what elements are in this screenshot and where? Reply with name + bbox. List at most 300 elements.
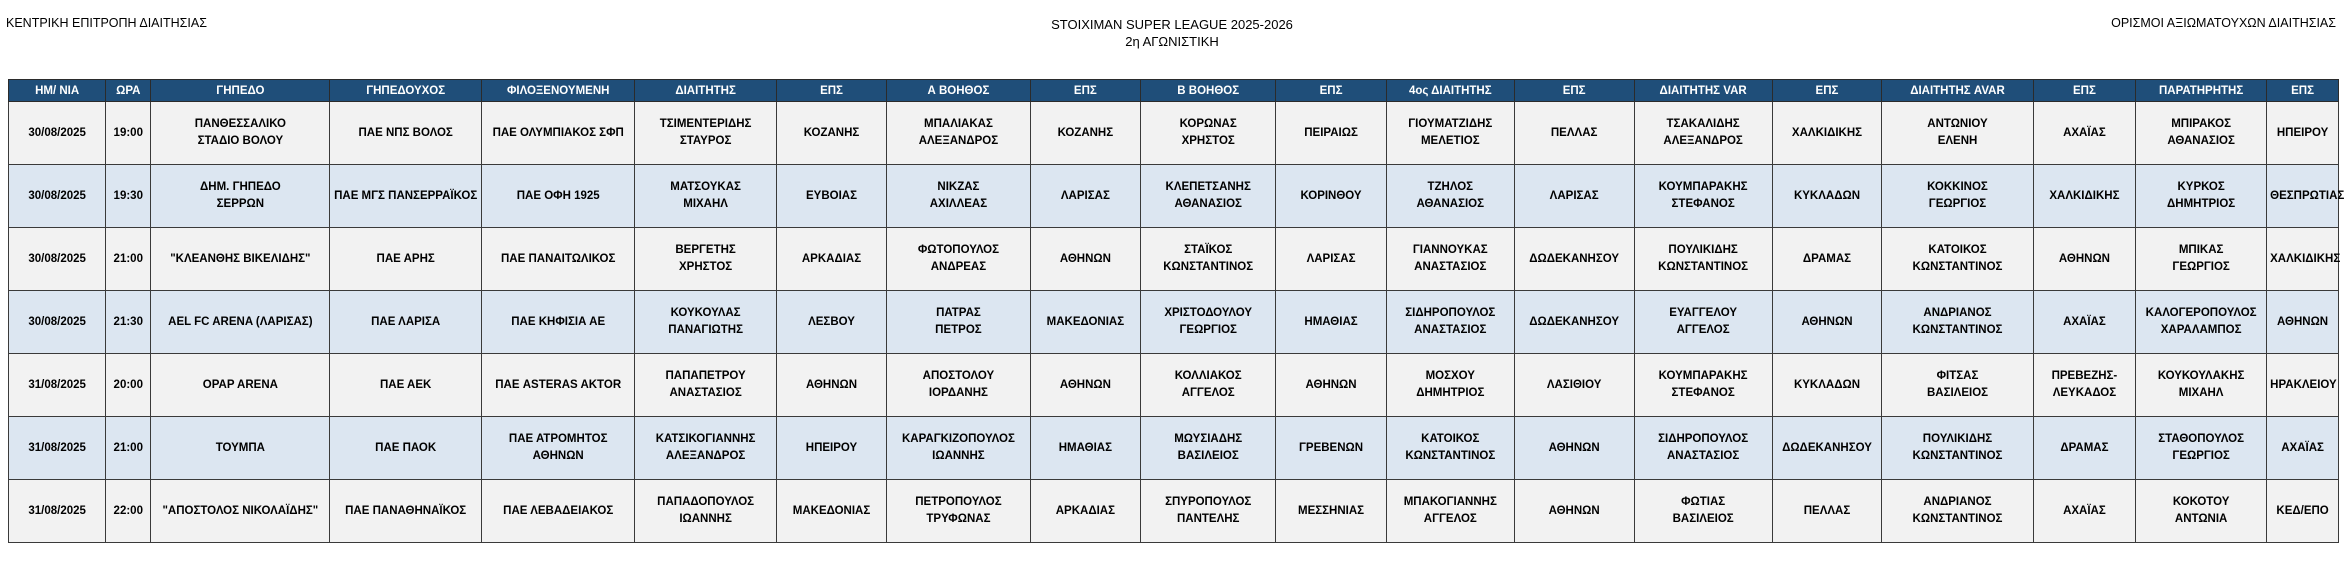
cell-text: ΒΕΡΓΕΤΗΣ — [675, 244, 736, 256]
cell-text: ΧΑΛΚΙΔΙΚΗΣ — [2049, 189, 2120, 202]
cell-text: ΤΣΙΜΕΝΤΕΡΙΔΗΣ — [659, 118, 752, 130]
cell-text: ΦΙΤΣΑΣ — [1936, 370, 1979, 382]
cell-text: ΑΘΗΝΩΝ — [2277, 315, 2329, 328]
cell-text: ΜΟΣΧΟΥ — [1425, 370, 1475, 382]
table-cell — [1514, 417, 1634, 480]
cell-text: ΑΧΑΪΑΣ — [2063, 315, 2106, 328]
table-cell — [887, 480, 1030, 543]
table-cell — [635, 354, 776, 417]
table-cell — [1882, 102, 2034, 165]
cell-text: ΚΑΛΟΓΕΡΟΠΟΥΛΟΣ — [2145, 307, 2257, 319]
cell-text: ΦΩΤΟΠΟΥΛΟΣ — [917, 244, 1000, 256]
cell-text: 21:00 — [113, 441, 143, 454]
column-header: 4ος ΔΙΑΙΤΗΤΗΣ — [1386, 80, 1514, 102]
table-cell — [1386, 165, 1514, 228]
table-cell — [2033, 102, 2135, 165]
cell-text: ΣΤΕΦΑΝΟΣ — [1671, 198, 1735, 210]
cell-text: ΑΧΑΪΑΣ — [2281, 441, 2324, 454]
table-cell — [1030, 228, 1141, 291]
table-cell — [1514, 228, 1634, 291]
cell-text: ΝΙΚΖΑΣ — [937, 181, 980, 193]
cell-text: ΑΝΔΡΕΑΣ — [930, 261, 987, 273]
header-row — [9, 80, 2339, 102]
table-cell — [151, 228, 330, 291]
column-header: ΠΑΡΑΤΗΡΗΤΗΣ — [2136, 80, 2267, 102]
column-header: ΕΠΣ — [1514, 80, 1634, 102]
table-row — [9, 417, 2339, 480]
cell-text: ΣΠΥΡΟΠΟΥΛΟΣ — [1165, 496, 1252, 508]
table-cell — [151, 102, 330, 165]
column-header: ΕΠΣ — [2267, 80, 2339, 102]
table-cell — [1634, 165, 1772, 228]
table-cell — [635, 165, 776, 228]
table-cell — [1882, 228, 2034, 291]
column-header: ΓΗΠΕΔΟ — [151, 80, 330, 102]
cell-text: ΔΡΑΜΑΣ — [2060, 441, 2109, 454]
table-cell — [106, 102, 151, 165]
table-cell — [887, 417, 1030, 480]
cell-text: ΕΥΒΟΙΑΣ — [806, 189, 857, 202]
table-cell — [151, 417, 330, 480]
cell-text: ΑΘΑΝΑΣΙΟΣ — [1174, 198, 1242, 210]
table-cell — [2267, 228, 2339, 291]
cell-text: ΜΙΧΑΗΛ — [683, 198, 728, 210]
table-cell — [481, 102, 635, 165]
cell-text: ΠΕΛΛΑΣ — [1550, 126, 1598, 139]
cell-text: ΠΟΥΛΙΚΙΔΗΣ — [1922, 433, 1993, 445]
column-header: ΗΜ/ ΝΙΑ — [9, 80, 106, 102]
cell-text: ΠΑΕ ΚΗΦΙΣΙΑ ΑΕ — [511, 315, 606, 328]
cell-text: ΚΩΝΣΤΑΝΤΙΝΟΣ — [1405, 450, 1496, 462]
cell-text: ΚΟΥΚΟΥΛΑΣ — [670, 307, 741, 319]
table-cell — [9, 354, 106, 417]
cell-text: ΜΠΙΡΑΚΟΣ — [2171, 118, 2232, 130]
cell-text: ΑΘΑΝΑΣΙΟΣ — [1416, 198, 1485, 210]
table-cell — [1030, 417, 1141, 480]
cell-text: ΑΡΚΑΔΙΑΣ — [801, 252, 862, 265]
cell-text: ΔΩΔΕΚΑΝΗΣΟΥ — [1529, 315, 1620, 328]
cell-text: ΑΛΕΞΑΝΔΡΟΣ — [1663, 135, 1743, 147]
table-row — [9, 480, 2339, 543]
cell-text: ΔΡΑΜΑΣ — [1802, 252, 1852, 265]
table-cell — [9, 417, 106, 480]
table-cell — [106, 291, 151, 354]
table-cell — [2136, 165, 2267, 228]
table-cell — [1514, 165, 1634, 228]
cell-text: ΠΕΛΛΑΣ — [1803, 504, 1851, 517]
table-cell — [2267, 354, 2339, 417]
cell-text: ΚΟΡΙΝΘΟΥ — [1300, 189, 1362, 202]
cell-text: ΑΠΟΣΤΟΛΟΥ — [922, 370, 995, 382]
column-header: ΩΡΑ — [106, 80, 151, 102]
cell-text: 20:00 — [113, 378, 143, 391]
column-header: ΕΠΣ — [776, 80, 887, 102]
cell-text: ΚΑΡΑΓΚΙΖΟΠΟΥΛΟΣ — [901, 433, 1015, 445]
table-cell — [887, 228, 1030, 291]
table-cell — [330, 354, 482, 417]
cell-text: ΚΩΝΣΤΑΝΤΙΝΟΣ — [1912, 450, 2003, 462]
column-header: ΕΠΣ — [1772, 80, 1882, 102]
cell-text: ΛΕΥΚΑΔΟΣ — [2052, 387, 2117, 399]
cell-text: 21:30 — [113, 315, 143, 328]
cell-text: ΙΩΑΝΝΗΣ — [932, 450, 985, 462]
table-cell — [2267, 165, 2344, 228]
table-cell — [1386, 417, 1514, 480]
cell-text: ΚΩΝΣΤΑΝΤΙΝΟΣ — [1912, 261, 2003, 273]
table-cell — [1276, 165, 1387, 228]
table-cell — [776, 102, 887, 165]
table-cell — [330, 291, 482, 354]
table-row — [9, 102, 2339, 165]
table-cell — [1772, 102, 1882, 165]
cell-text: ΓΙΟΥΜΑΤΖΙΔΗΣ — [1408, 118, 1493, 130]
cell-text: ΚΑΤΟΙΚΟΣ — [1928, 244, 1987, 256]
referee-assignments-table — [8, 79, 2344, 543]
cell-text: ΑΘΑΝΑΣΙΟΣ — [2167, 135, 2235, 147]
cell-text: 21:00 — [113, 252, 143, 265]
table-cell — [9, 291, 106, 354]
table-cell — [1634, 102, 1772, 165]
table-cell — [330, 102, 482, 165]
table-cell — [1030, 165, 1141, 228]
cell-text: ΣΤΕΦΑΝΟΣ — [1671, 387, 1735, 399]
cell-text: ΑΘΗΝΩΝ — [805, 378, 858, 391]
table-cell — [481, 165, 635, 228]
cell-text: ΠΕΤΡΟΠΟΥΛΟΣ — [915, 496, 1002, 508]
cell-text: ΤΣΑΚΑΛΙΔΗΣ — [1666, 118, 1740, 130]
table-cell — [330, 228, 482, 291]
cell-text: ΑΧΙΛΛΕΑΣ — [929, 198, 988, 210]
cell-text: ΚΕΔ/ΕΠΟ — [2276, 504, 2329, 517]
cell-text: 30/08/2025 — [28, 315, 86, 328]
cell-text: ΑΝΤΩΝΙΟΥ — [1927, 118, 1988, 130]
table-cell — [151, 480, 330, 543]
table-cell — [2033, 354, 2135, 417]
cell-text: ΠΑΝΘΕΣΣΑΛΙΚΟ — [194, 118, 286, 130]
table-cell — [776, 228, 887, 291]
cell-text: ΕΥΑΓΓΕΛΟΥ — [1669, 307, 1737, 319]
cell-text: ΗΡΑΚΛΕΙΟΥ — [2270, 378, 2337, 391]
cell-text: ΜΠΑΚΟΓΙΑΝΝΗΣ — [1403, 496, 1497, 508]
cell-text: ΑΘΗΝΩΝ — [1059, 378, 1111, 391]
table-cell — [1634, 291, 1772, 354]
league-title-block — [0, 16, 2344, 50]
column-header: ΕΠΣ — [2033, 80, 2135, 102]
table-cell — [106, 480, 151, 543]
cell-text: ΧΡΗΣΤΟΣ — [678, 261, 733, 273]
cell-text: ΠΡΕΒΕΖΗΣ- — [2051, 370, 2118, 382]
cell-text: ΠΑΠΑΠΕΤΡΟΥ — [665, 370, 746, 382]
cell-text: ΠΑΕ ΛΕΒΑΔΕΙΑΚΟΣ — [503, 504, 614, 517]
table-cell — [2136, 102, 2267, 165]
cell-text: ΒΑΣΙΛΕΙΟΣ — [1926, 387, 1989, 399]
column-header: ΦΙΛΟΞΕΝΟΥΜΕΝΗ — [481, 80, 635, 102]
cell-text: ΧΑΛΚΙΔΙΚΗΣ — [2270, 252, 2341, 265]
cell-text: ΠΑΠΑΔΟΠΟΥΛΟΣ — [657, 496, 755, 508]
cell-text: ΧΡΗΣΤΟΣ — [1181, 135, 1235, 147]
column-header: ΓΗΠΕΔΟΥΧΟΣ — [330, 80, 482, 102]
table-row — [9, 165, 2339, 228]
table-cell — [481, 228, 635, 291]
cell-text: ΑΘΗΝΩΝ — [2058, 252, 2110, 265]
cell-text: 30/08/2025 — [28, 252, 86, 265]
cell-text: ΚΑΤΣΙΚΟΓΙΑΝΝΗΣ — [655, 433, 756, 445]
cell-text: ΔΩΔΕΚΑΝΗΣΟΥ — [1782, 441, 1872, 454]
cell-text: ΚΟΚΟΤΟΥ — [2172, 496, 2230, 508]
cell-text: ΚΟΡΩΝΑΣ — [1179, 118, 1237, 130]
cell-text: 31/08/2025 — [28, 378, 86, 391]
cell-text: ΑΝΑΣΤΑΣΙΟΣ — [1414, 261, 1487, 273]
table-cell — [481, 480, 635, 543]
column-header: ΕΠΣ — [1276, 80, 1387, 102]
cell-text: ΚΟΥΚΟΥΛΑΚΗΣ — [2157, 370, 2245, 382]
column-header: ΔΙΑΙΤΗΤΗΣ VAR — [1634, 80, 1772, 102]
cell-text: ΤΖΗΛΟΣ — [1427, 181, 1474, 193]
table-cell — [2033, 291, 2135, 354]
cell-text: ΓΕΩΡΓΙΟΣ — [2172, 261, 2230, 273]
cell-text: ΓΕΩΡΓΙΟΣ — [1928, 198, 1987, 210]
table-cell — [1276, 291, 1387, 354]
table-cell — [9, 480, 106, 543]
cell-text: "ΑΠΟΣΤΟΛΟΣ ΝΙΚΟΛΑΪΔΗΣ" — [162, 504, 319, 517]
table-cell — [1030, 102, 1141, 165]
cell-text: ΧΑΡΑΛΑΜΠΟΣ — [2160, 324, 2242, 336]
table-cell — [635, 228, 776, 291]
table-cell — [776, 417, 887, 480]
table-cell — [151, 291, 330, 354]
table-cell — [776, 354, 887, 417]
cell-text: ΚΟΖΑΝΗΣ — [803, 126, 860, 139]
cell-text: ΑΘΗΝΩΝ — [1548, 441, 1600, 454]
league-title: STOIXIMAN SUPER LEAGUE 2025-2026 — [1051, 17, 1293, 32]
cell-text: ΠΑΕ ΟΦΗ 1925 — [516, 189, 600, 202]
cell-text: ΑΛΕΞΑΝΔΡΟΣ — [665, 450, 746, 462]
table-cell — [9, 102, 106, 165]
table-cell — [481, 291, 635, 354]
cell-text: ΣΤΑΔΙΟ ΒΟΛΟΥ — [197, 135, 284, 147]
cell-text: ΚΥΚΛΑΔΩΝ — [1793, 189, 1860, 202]
cell-text: OPAP ARENA — [202, 378, 278, 391]
cell-text: ΛΑΡΙΣΑΣ — [1306, 252, 1356, 265]
column-header: ΕΠΣ — [1030, 80, 1141, 102]
table-cell — [2033, 417, 2135, 480]
table-cell — [1141, 354, 1276, 417]
matchday-title: 2η ΑΓΩΝΙΣΤΙΚΗ — [1125, 34, 1219, 49]
table-cell — [635, 102, 776, 165]
cell-text: ΤΡΥΦΩΝΑΣ — [926, 513, 991, 525]
cell-text: ΘΕΣΠΡΩΤΙΑΣ — [2270, 189, 2344, 202]
cell-text: ΚΥΚΛΑΔΩΝ — [1793, 378, 1860, 391]
table-cell — [2136, 417, 2267, 480]
cell-text: ΑΘΗΝΩΝ — [1305, 378, 1357, 391]
table-cell — [1514, 480, 1634, 543]
table-cell — [330, 165, 482, 228]
cell-text: ΠΑΕ ΛΑΡΙΣΑ — [371, 315, 441, 328]
table-cell — [1514, 354, 1634, 417]
cell-text: ΧΡΙΣΤΟΔΟΥΛΟΥ — [1164, 307, 1253, 319]
cell-text: ΑΝΑΣΤΑΣΙΟΣ — [1667, 450, 1740, 462]
cell-text: ΓΙΑΝΝΟΥΚΑΣ — [1412, 244, 1488, 256]
table-body — [9, 102, 2344, 543]
table-cell — [2136, 228, 2267, 291]
table-cell — [1882, 480, 2034, 543]
cell-text: ΠΑΕ ASTERAS AKTOR — [495, 378, 622, 391]
cell-text: ΑΡΚΑΔΙΑΣ — [1055, 504, 1115, 517]
table-cell — [1882, 354, 2034, 417]
cell-text: ΗΠΕΙΡΟΥ — [2276, 126, 2329, 139]
cell-text: ΚΟΥΜΠΑΡΑΚΗΣ — [1658, 181, 1748, 193]
cell-text: ΑΛΕΞΑΝΔΡΟΣ — [918, 135, 999, 147]
table-cell — [1141, 165, 1276, 228]
table-cell — [635, 480, 776, 543]
table-cell — [2267, 417, 2339, 480]
cell-text: ΑΓΓΕΛΟΣ — [1423, 513, 1477, 525]
table-cell — [2033, 165, 2135, 228]
table-cell — [887, 291, 1030, 354]
cell-text: ΕΛΕΝΗ — [1937, 135, 1978, 147]
cell-text: ΛΑΡΙΣΑΣ — [1549, 189, 1599, 202]
cell-text: ΓΡΕΒΕΝΩΝ — [1299, 441, 1364, 454]
table-cell — [2136, 480, 2267, 543]
cell-text: ΜΕΣΣΗΝΙΑΣ — [1298, 504, 1365, 517]
cell-text: ΒΑΣΙΛΕΙΟΣ — [1672, 513, 1734, 525]
cell-text: ΑΓΓΕΛΟΣ — [1181, 387, 1235, 399]
cell-text: ΑΘΗΝΩΝ — [1548, 504, 1600, 517]
cell-text: ΚΩΝΣΤΑΝΤΙΝΟΣ — [1912, 513, 2003, 525]
column-header: Β ΒΟΗΘΟΣ — [1141, 80, 1276, 102]
table-cell — [151, 165, 330, 228]
table-cell — [1386, 291, 1514, 354]
table-cell — [635, 417, 776, 480]
cell-text: ΧΑΛΚΙΔΙΚΗΣ — [1791, 126, 1863, 139]
cell-text: ΚΟΚΚΙΝΟΣ — [1927, 181, 1988, 193]
cell-text: ΠΑΕ ΜΓΣ ΠΑΝΣΕΡΡΑΪΚΟΣ — [334, 189, 478, 202]
table-cell — [1276, 228, 1387, 291]
cell-text: ΠΑΕ ΠΑΟΚ — [375, 441, 437, 454]
cell-text: ΔΗΜ. ΓΗΠΕΔΟ — [200, 181, 281, 193]
cell-text: ΤΟΥΜΠΑ — [215, 441, 265, 454]
cell-text: ΚΑΤΟΙΚΟΣ — [1421, 433, 1480, 445]
cell-text: ΑΘΗΝΩΝ — [532, 450, 584, 462]
table-cell — [330, 480, 482, 543]
table-cell — [1141, 102, 1276, 165]
table-cell — [106, 417, 151, 480]
cell-text: ΜΠΑΛΙΑΚΑΣ — [924, 118, 993, 130]
table-row — [9, 354, 2339, 417]
table-cell — [1514, 102, 1634, 165]
table-cell — [635, 291, 776, 354]
committee-title: ΚΕΝΤΡΙΚΗ ΕΠΙΤΡΟΠΗ ΔΙΑΙΤΗΣΙΑΣ — [6, 16, 207, 30]
cell-text: ΠΕΙΡΑΙΩΣ — [1304, 126, 1358, 139]
cell-text: ΗΠΕΙΡΟΥ — [805, 441, 858, 454]
table-cell — [2267, 480, 2339, 543]
cell-text: 31/08/2025 — [28, 441, 86, 454]
cell-text: ΗΜΑΘΙΑΣ — [1058, 441, 1112, 454]
table-cell — [2267, 102, 2339, 165]
cell-text: ΔΩΔΕΚΑΝΗΣΟΥ — [1529, 252, 1620, 265]
table-cell — [1772, 354, 1882, 417]
table-cell — [887, 354, 1030, 417]
cell-text: ΣΕΡΡΩΝ — [216, 198, 265, 210]
table-cell — [2136, 291, 2267, 354]
document-title: ΟΡΙΣΜΟΙ ΑΞΙΩΜΑΤΟΥΧΩΝ ΔΙΑΙΤΗΣΙΑΣ — [2111, 16, 2336, 30]
cell-text: ΠΕΤΡΟΣ — [935, 324, 982, 336]
cell-text: ΜΑΚΕΔΟΝΙΑΣ — [792, 504, 871, 517]
cell-text: ΣΙΔΗΡΟΠΟΥΛΟΣ — [1405, 307, 1496, 319]
table-cell — [1276, 102, 1387, 165]
cell-text: ΠΑΕ ΑΕΚ — [380, 378, 432, 391]
table-cell — [2033, 480, 2135, 543]
table-cell — [9, 228, 106, 291]
cell-text: ΛΑΣΙΘΙΟΥ — [1546, 378, 1602, 391]
table-cell — [1276, 354, 1387, 417]
column-header: ΔΙΑΙΤΗΤΗΣ AVAR — [1882, 80, 2034, 102]
cell-text: ΑΧΑΪΑΣ — [2063, 126, 2106, 139]
table-cell — [776, 165, 887, 228]
cell-text: ΑΝΔΡΙΑΝΟΣ — [1923, 307, 1992, 319]
cell-text: ΒΑΣΙΛΕΙΟΣ — [1177, 450, 1239, 462]
table-cell — [1386, 480, 1514, 543]
table-cell — [1141, 417, 1276, 480]
cell-text: ΣΙΔΗΡΟΠΟΥΛΟΣ — [1658, 433, 1749, 445]
table-cell — [9, 165, 106, 228]
table-cell — [1772, 480, 1882, 543]
table-cell — [1514, 291, 1634, 354]
cell-text: ΓΕΩΡΓΙΟΣ — [2172, 450, 2230, 462]
table-cell — [1030, 480, 1141, 543]
cell-text: ΜΕΛΕΤΙΟΣ — [1420, 135, 1480, 147]
table-cell — [887, 102, 1030, 165]
cell-text: ΔΗΜΗΤΡΙΟΣ — [1416, 387, 1485, 399]
table-cell — [1634, 417, 1772, 480]
table-cell — [1634, 480, 1772, 543]
cell-text: ΗΜΑΘΙΑΣ — [1304, 315, 1358, 328]
cell-text: ΔΗΜΗΤΡΙΟΣ — [2167, 198, 2236, 210]
table-cell — [1772, 291, 1882, 354]
cell-text: ΠΑΕ ΠΑΝΑΘΗΝΑΪΚΟΣ — [345, 504, 467, 517]
table-cell — [2267, 291, 2339, 354]
cell-text: 31/08/2025 — [28, 504, 86, 517]
table-cell — [2033, 228, 2135, 291]
cell-text: ΠΟΥΛΙΚΙΔΗΣ — [1668, 244, 1738, 256]
cell-text: ΑΓΓΕΛΟΣ — [1676, 324, 1730, 336]
cell-text: AEL FC ARENA (ΛΑΡΙΣΑΣ) — [168, 315, 313, 328]
cell-text: ΚΩΝΣΤΑΝΤΙΝΟΣ — [1912, 324, 2003, 336]
table-cell — [106, 354, 151, 417]
cell-text: ΑΝΑΣΤΑΣΙΟΣ — [1414, 324, 1487, 336]
cell-text: ΠΑΕ ΠΑΝΑΙΤΩΛΙΚΟΣ — [500, 252, 616, 265]
cell-text: ΠΑΤΡΑΣ — [936, 307, 981, 319]
table-cell — [1634, 228, 1772, 291]
table-cell — [2136, 354, 2267, 417]
cell-text: ΑΧΑΪΑΣ — [2063, 504, 2106, 517]
table-cell — [106, 165, 151, 228]
cell-text: ΑΘΗΝΩΝ — [1801, 315, 1853, 328]
table-cell — [106, 228, 151, 291]
cell-text: ΜΑΚΕΔΟΝΙΑΣ — [1046, 315, 1125, 328]
cell-text: ΚΟΖΑΝΗΣ — [1057, 126, 1114, 139]
cell-text: 30/08/2025 — [28, 189, 86, 202]
cell-text: ΓΕΩΡΓΙΟΣ — [1179, 324, 1237, 336]
table-cell — [330, 417, 482, 480]
cell-text: ΙΩΑΝΝΗΣ — [679, 513, 732, 525]
cell-text: ΛΑΡΙΣΑΣ — [1060, 189, 1110, 202]
cell-text: ΑΘΗΝΩΝ — [1059, 252, 1111, 265]
table-cell — [481, 417, 635, 480]
table-cell — [1276, 480, 1387, 543]
cell-text: 19:30 — [113, 189, 143, 202]
table-cell — [151, 354, 330, 417]
